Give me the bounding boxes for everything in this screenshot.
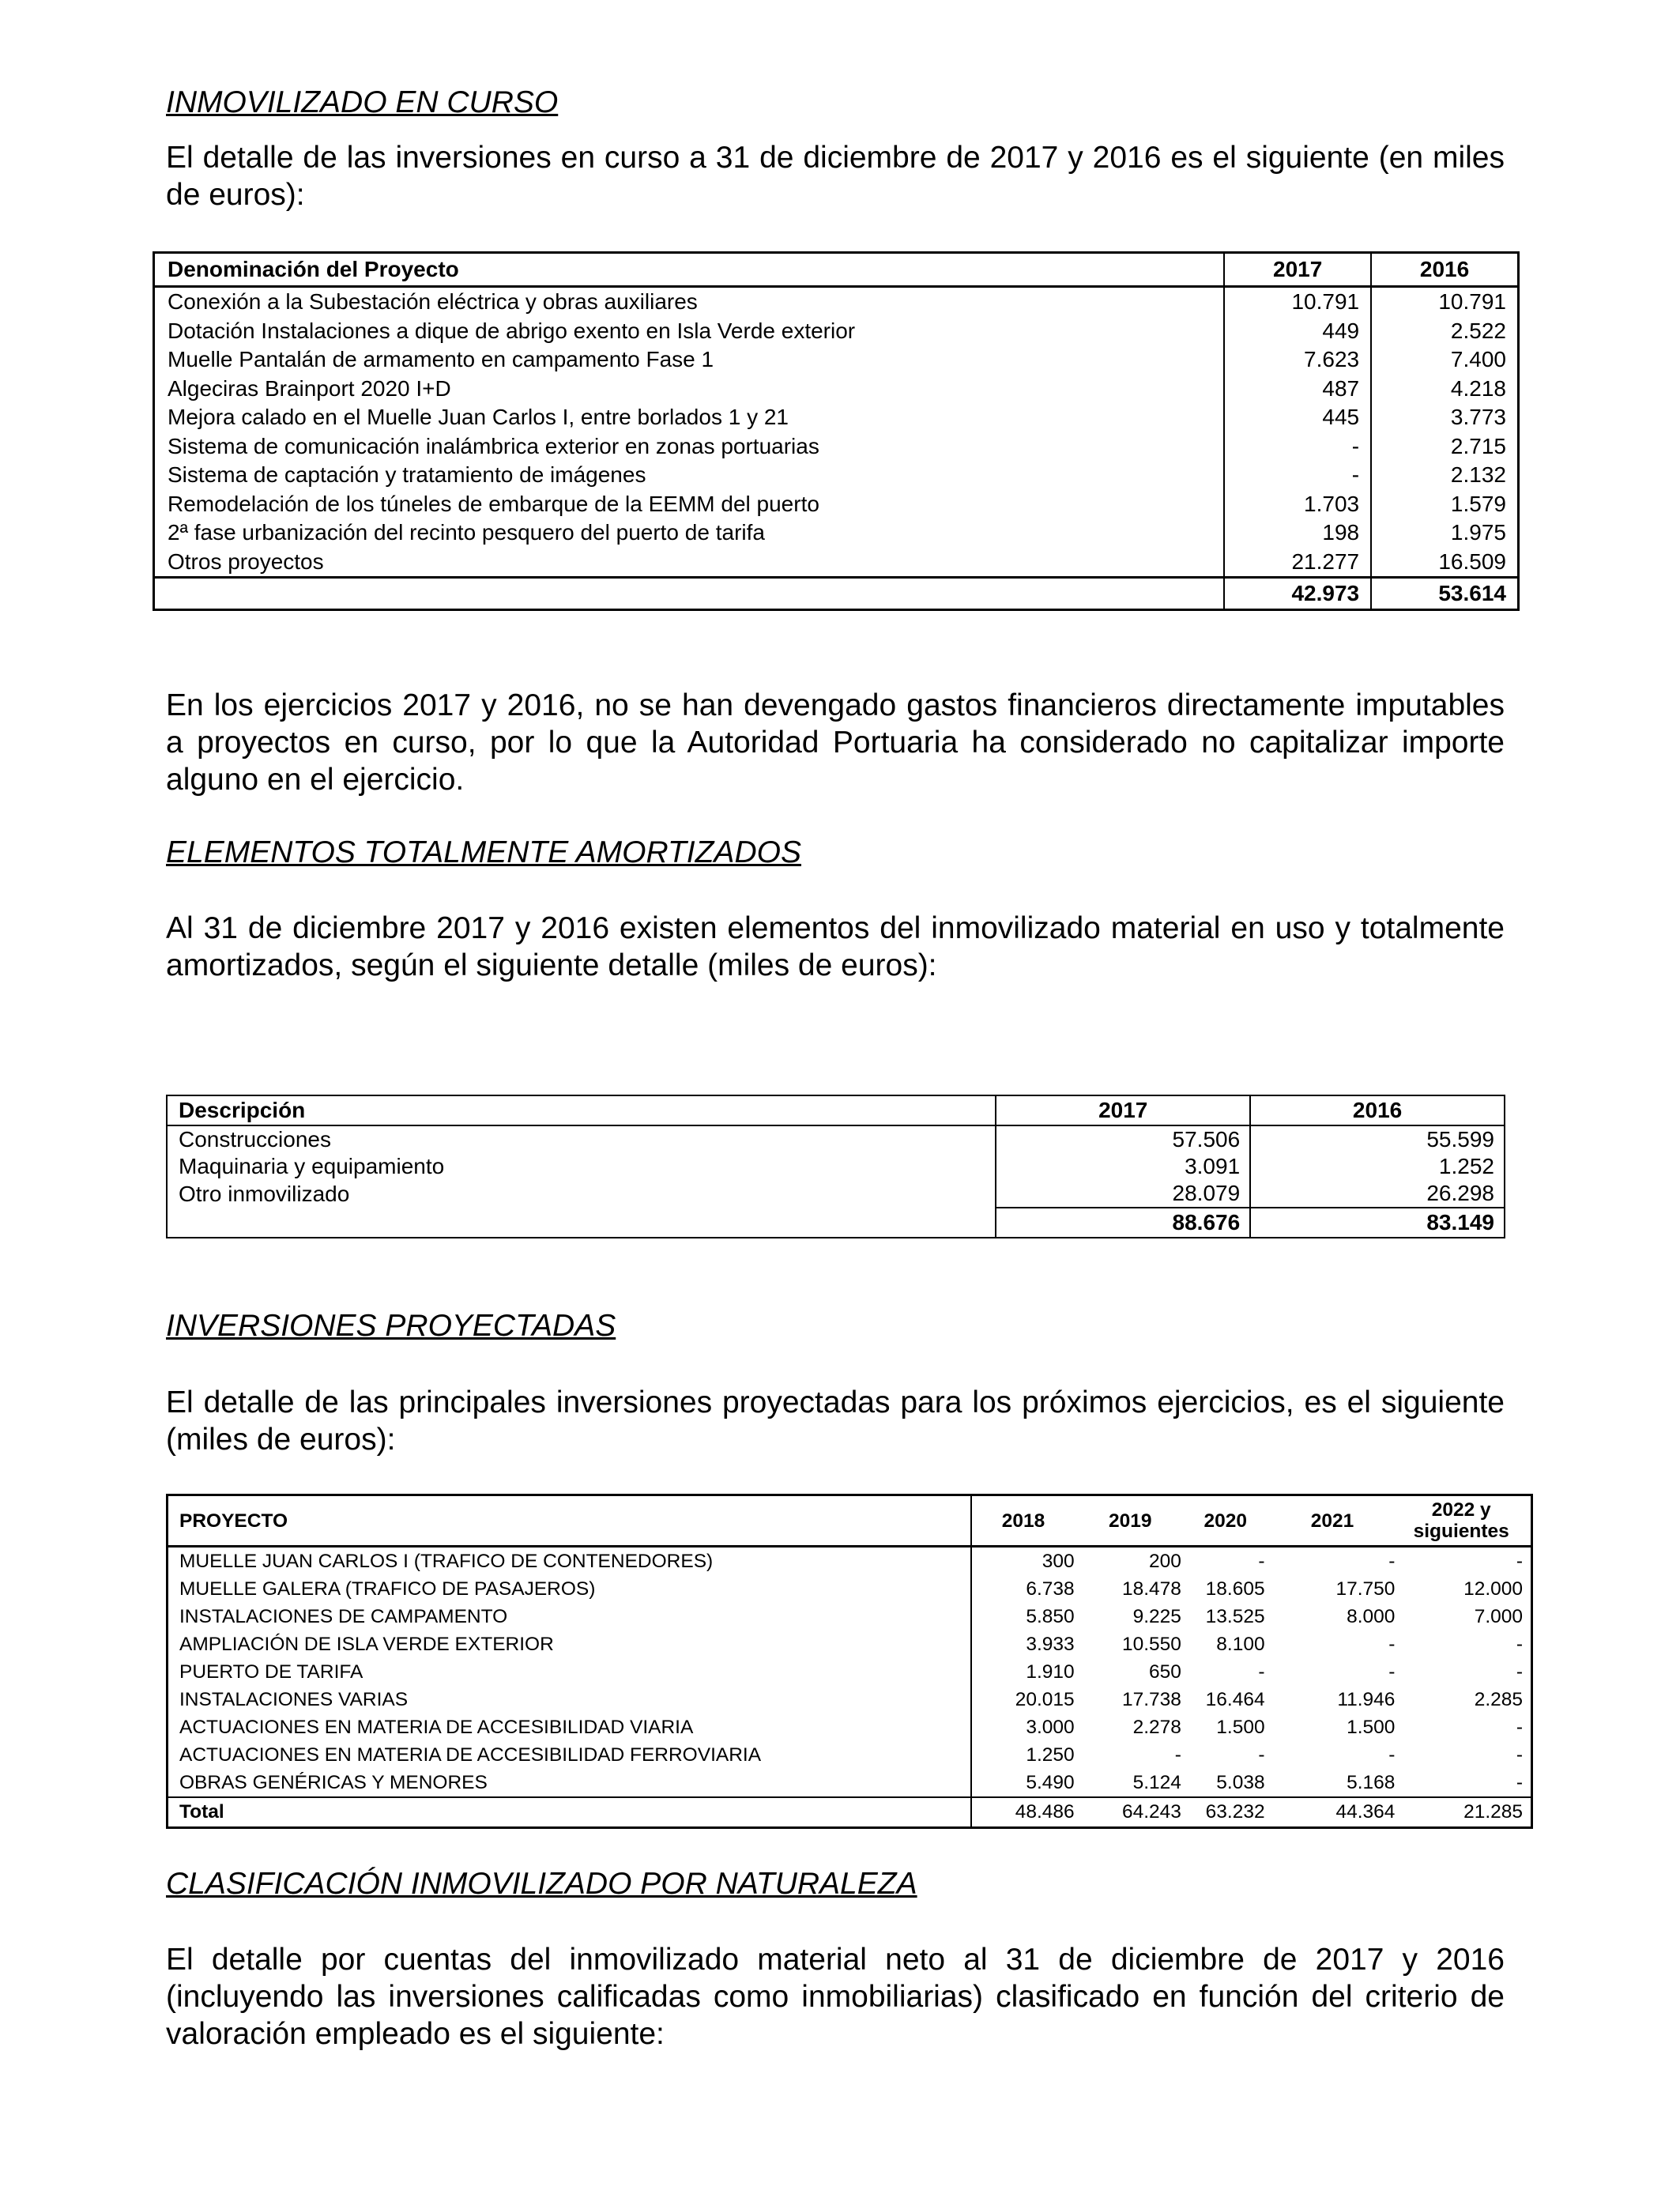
table-row [154, 461, 1519, 490]
table-row [168, 1658, 1532, 1686]
row-value: 3.000 [1026, 1716, 1075, 1738]
header-cell: 2017 [1224, 253, 1371, 287]
row-label: Sistema de captación y tratamiento de imágenes [154, 461, 1225, 490]
section-intro-inversiones-curso: El detalle de las inversiones en curso a 31 de diciembre de 2017 y 2016 es el siguiente (en miles de euros): [166, 141, 1505, 212]
row-label: ACTUACIONES EN MATERIA DE ACCESIBILIDAD VIARIA [168, 1713, 972, 1741]
total-value: 63.232 [1186, 1797, 1270, 1828]
row-value: - [1174, 1744, 1181, 1766]
row-value: 3.933 [1026, 1633, 1075, 1655]
row-value: 5.168 [1347, 1771, 1396, 1793]
table-elementos-amortizados [166, 1095, 1505, 1238]
row-label: MUELLE JUAN CARLOS I (TRAFICO DE CONTENEDORES) [168, 1547, 972, 1576]
row-value-2017: 21.277 [1224, 548, 1371, 578]
row-value-2016: 4.218 [1371, 375, 1518, 404]
total-value-2016: 83.149 [1250, 1208, 1505, 1238]
header-cell: Denominación del Proyecto [154, 253, 1225, 287]
total-label: Total [168, 1797, 972, 1828]
table-row [154, 432, 1519, 462]
row-label: Algeciras Brainport 2020 I+D [154, 375, 1225, 404]
section-intro-clasificacion: El detalle por cuentas del inmovilizado material neto al 31 de diciembre de 2017 y 2016 (incluyendo las inversiones calificadas como inmobiliarias) clasificado en función del criterio de valoración empleado es el siguiente: [166, 1943, 1505, 2051]
row-value: 1.910 [1026, 1661, 1075, 1683]
row-value-2017: 7.623 [1224, 345, 1371, 375]
header-cell: PROYECTO [168, 1495, 972, 1547]
table-header-row [168, 1495, 1532, 1547]
row-value-2016: 1.975 [1371, 518, 1518, 548]
row-value: 300 [1042, 1550, 1075, 1572]
header-cell: 2018 [971, 1495, 1079, 1547]
section-heading-elementos-amortizados: ELEMENTOS TOTALMENTE AMORTIZADOS [166, 835, 801, 869]
row-value-2016: 2.522 [1371, 317, 1518, 346]
row-value: 2.278 [1132, 1716, 1181, 1738]
total-value: 44.364 [1270, 1797, 1400, 1828]
header-cell: Descripción [167, 1095, 996, 1125]
row-label: Muelle Pantalán de armamento en campamento Fase 1 [154, 345, 1225, 375]
row-value-2016: 10.791 [1371, 287, 1518, 317]
row-value: 5.124 [1132, 1771, 1181, 1793]
table-row [168, 1575, 1532, 1603]
row-value: 200 [1149, 1550, 1181, 1572]
table-header-row [154, 253, 1519, 287]
total-value-2017: 88.676 [996, 1208, 1250, 1238]
row-value: - [1388, 1661, 1396, 1683]
row-value: - [1388, 1550, 1396, 1572]
row-label: AMPLIACIÓN DE ISLA VERDE EXTERIOR [168, 1630, 972, 1658]
row-value: - [1399, 1741, 1531, 1769]
row-value: 13.525 [1205, 1605, 1265, 1627]
row-value-2017: - [1224, 432, 1371, 462]
row-label: Construcciones [167, 1125, 996, 1153]
row-value: 17.750 [1335, 1578, 1396, 1600]
row-value: 650 [1149, 1661, 1181, 1683]
row-label: Dotación Instalaciones a dique de abrigo exento en Isla Verde exterior [154, 317, 1225, 346]
header-cell: 2022 y siguientes [1399, 1495, 1531, 1547]
table-row [168, 1686, 1532, 1713]
section-heading-clasificacion: CLASIFICACIÓN INMOVILIZADO POR NATURALEZA [166, 1867, 917, 1901]
row-value: 1.500 [1216, 1716, 1265, 1738]
row-value-2017: 449 [1224, 317, 1371, 346]
row-value-2016: 55.599 [1250, 1125, 1505, 1153]
header-cell: 2019 [1079, 1495, 1186, 1547]
total-value-2017: 42.973 [1224, 578, 1371, 610]
table-row [167, 1180, 1505, 1208]
header-cell: 2020 [1186, 1495, 1270, 1547]
table-row [168, 1713, 1532, 1741]
row-value: 1.500 [1347, 1716, 1396, 1738]
table-row [167, 1153, 1505, 1180]
row-label: Otros proyectos [154, 548, 1225, 578]
row-value: - [1388, 1744, 1396, 1766]
row-label: ACTUACIONES EN MATERIA DE ACCESIBILIDAD FERROVIARIA [168, 1741, 972, 1769]
row-value: 17.738 [1121, 1688, 1181, 1710]
header-cell: 2021 [1270, 1495, 1400, 1547]
row-value: 1.250 [1026, 1744, 1075, 1766]
header-cell: 2016 [1371, 253, 1518, 287]
row-value: 2.285 [1399, 1686, 1531, 1713]
table-row [168, 1547, 1532, 1576]
row-value: 8.100 [1216, 1633, 1265, 1655]
row-label: OBRAS GENÉRICAS Y MENORES [168, 1769, 972, 1797]
paragraph-gastos-financieros: En los ejercicios 2017 y 2016, no se han devengado gastos financieros directamente imputables a proyectos en curso, por lo que la Autoridad Portuaria ha considerado no capitalizar importe alguno en el ejercicio. [166, 688, 1505, 797]
table-row [154, 287, 1519, 317]
section-intro-amortizados: Al 31 de diciembre 2017 y 2016 existen elementos del inmovilizado material en uso y totalmente amortizados, según el siguiente detalle (miles de euros): [166, 911, 1505, 982]
row-value: - [1388, 1633, 1396, 1655]
total-value: 21.285 [1399, 1797, 1531, 1828]
total-value: 48.486 [971, 1797, 1079, 1828]
row-value-2016: 1.579 [1371, 490, 1518, 519]
row-value: - [1258, 1661, 1265, 1683]
table-total-row [154, 578, 1519, 610]
table-row [154, 518, 1519, 548]
table-row [168, 1603, 1532, 1630]
row-label: Maquinaria y equipamiento [167, 1153, 996, 1180]
row-value: 9.225 [1132, 1605, 1181, 1627]
row-label: INSTALACIONES DE CAMPAMENTO [168, 1603, 972, 1630]
table-header-row [167, 1095, 1505, 1125]
row-label: INSTALACIONES VARIAS [168, 1686, 972, 1713]
row-value-2017: 487 [1224, 375, 1371, 404]
row-value-2016: 2.132 [1371, 461, 1518, 490]
row-value: 5.490 [1026, 1771, 1075, 1793]
table-row [154, 375, 1519, 404]
row-value: 10.550 [1121, 1633, 1181, 1655]
row-value: - [1399, 1630, 1531, 1658]
section-heading-inmovilizado-en-curso: INMOVILIZADO EN CURSO [166, 85, 559, 119]
row-value-2017: - [1224, 461, 1371, 490]
row-value-2016: 3.773 [1371, 403, 1518, 432]
row-value: 18.478 [1121, 1578, 1181, 1600]
row-value: 18.605 [1205, 1578, 1265, 1600]
row-label: MUELLE GALERA (TRAFICO DE PASAJEROS) [168, 1575, 972, 1603]
row-value-2016: 26.298 [1250, 1180, 1505, 1208]
row-value: - [1258, 1744, 1265, 1766]
row-value: 6.738 [1026, 1578, 1075, 1600]
table-row [154, 548, 1519, 578]
row-label: Sistema de comunicación inalámbrica exterior en zonas portuarias [154, 432, 1225, 462]
header-cell: 2016 [1250, 1095, 1505, 1125]
total-label [154, 578, 1225, 610]
table-row [168, 1630, 1532, 1658]
section-heading-inversiones-proyectadas: INVERSIONES PROYECTADAS [166, 1309, 616, 1343]
row-value-2017: 10.791 [1224, 287, 1371, 317]
table-row [154, 317, 1519, 346]
row-value: 11.946 [1337, 1688, 1396, 1710]
table-row [154, 345, 1519, 375]
row-label: PUERTO DE TARIFA [168, 1658, 972, 1686]
row-value-2017: 57.506 [996, 1125, 1250, 1153]
table-row [167, 1125, 1505, 1153]
row-value: 20.015 [1015, 1688, 1075, 1710]
row-value-2016: 1.252 [1250, 1153, 1505, 1180]
section-intro-proyectadas: El detalle de las principales inversiones proyectadas para los próximos ejercicios, es el siguiente (miles de euros): [166, 1385, 1505, 1457]
row-value-2016: 2.715 [1371, 432, 1518, 462]
total-value: 64.243 [1079, 1797, 1186, 1828]
table-row [168, 1741, 1532, 1769]
table-inversiones-en-curso [153, 251, 1520, 611]
row-value-2016: 16.509 [1371, 548, 1518, 578]
row-value: 5.038 [1216, 1771, 1265, 1793]
row-label: Remodelación de los túneles de embarque de la EEMM del puerto [154, 490, 1225, 519]
row-label: 2ª fase urbanización del recinto pesquero del puerto de tarifa [154, 518, 1225, 548]
row-value: 5.850 [1026, 1605, 1075, 1627]
row-label: Mejora calado en el Muelle Juan Carlos I, entre borlados 1 y 21 [154, 403, 1225, 432]
row-value-2017: 198 [1224, 518, 1371, 548]
total-label [167, 1208, 996, 1238]
row-label: Conexión a la Subestación eléctrica y obras auxiliares [154, 287, 1225, 317]
table-inversiones-proyectadas [166, 1494, 1533, 1829]
row-value: 16.464 [1205, 1688, 1265, 1710]
total-value-2016: 53.614 [1371, 578, 1518, 610]
table-total-row [168, 1797, 1532, 1828]
table-row [154, 403, 1519, 432]
row-value: 12.000 [1399, 1575, 1531, 1603]
row-value: - [1399, 1769, 1531, 1797]
row-value-2017: 1.703 [1224, 490, 1371, 519]
row-value: - [1399, 1713, 1531, 1741]
row-value-2017: 445 [1224, 403, 1371, 432]
row-value: 7.000 [1399, 1603, 1531, 1630]
row-label: Otro inmovilizado [167, 1180, 996, 1208]
row-value: - [1399, 1658, 1531, 1686]
row-value: - [1399, 1547, 1531, 1576]
row-value-2016: 7.400 [1371, 345, 1518, 375]
row-value: - [1258, 1550, 1265, 1572]
row-value-2017: 3.091 [996, 1153, 1250, 1180]
row-value-2017: 28.079 [996, 1180, 1250, 1208]
table-row [154, 490, 1519, 519]
table-total-row [167, 1208, 1505, 1238]
row-value: 8.000 [1347, 1605, 1396, 1627]
table-row [168, 1769, 1532, 1797]
header-cell: 2017 [996, 1095, 1250, 1125]
